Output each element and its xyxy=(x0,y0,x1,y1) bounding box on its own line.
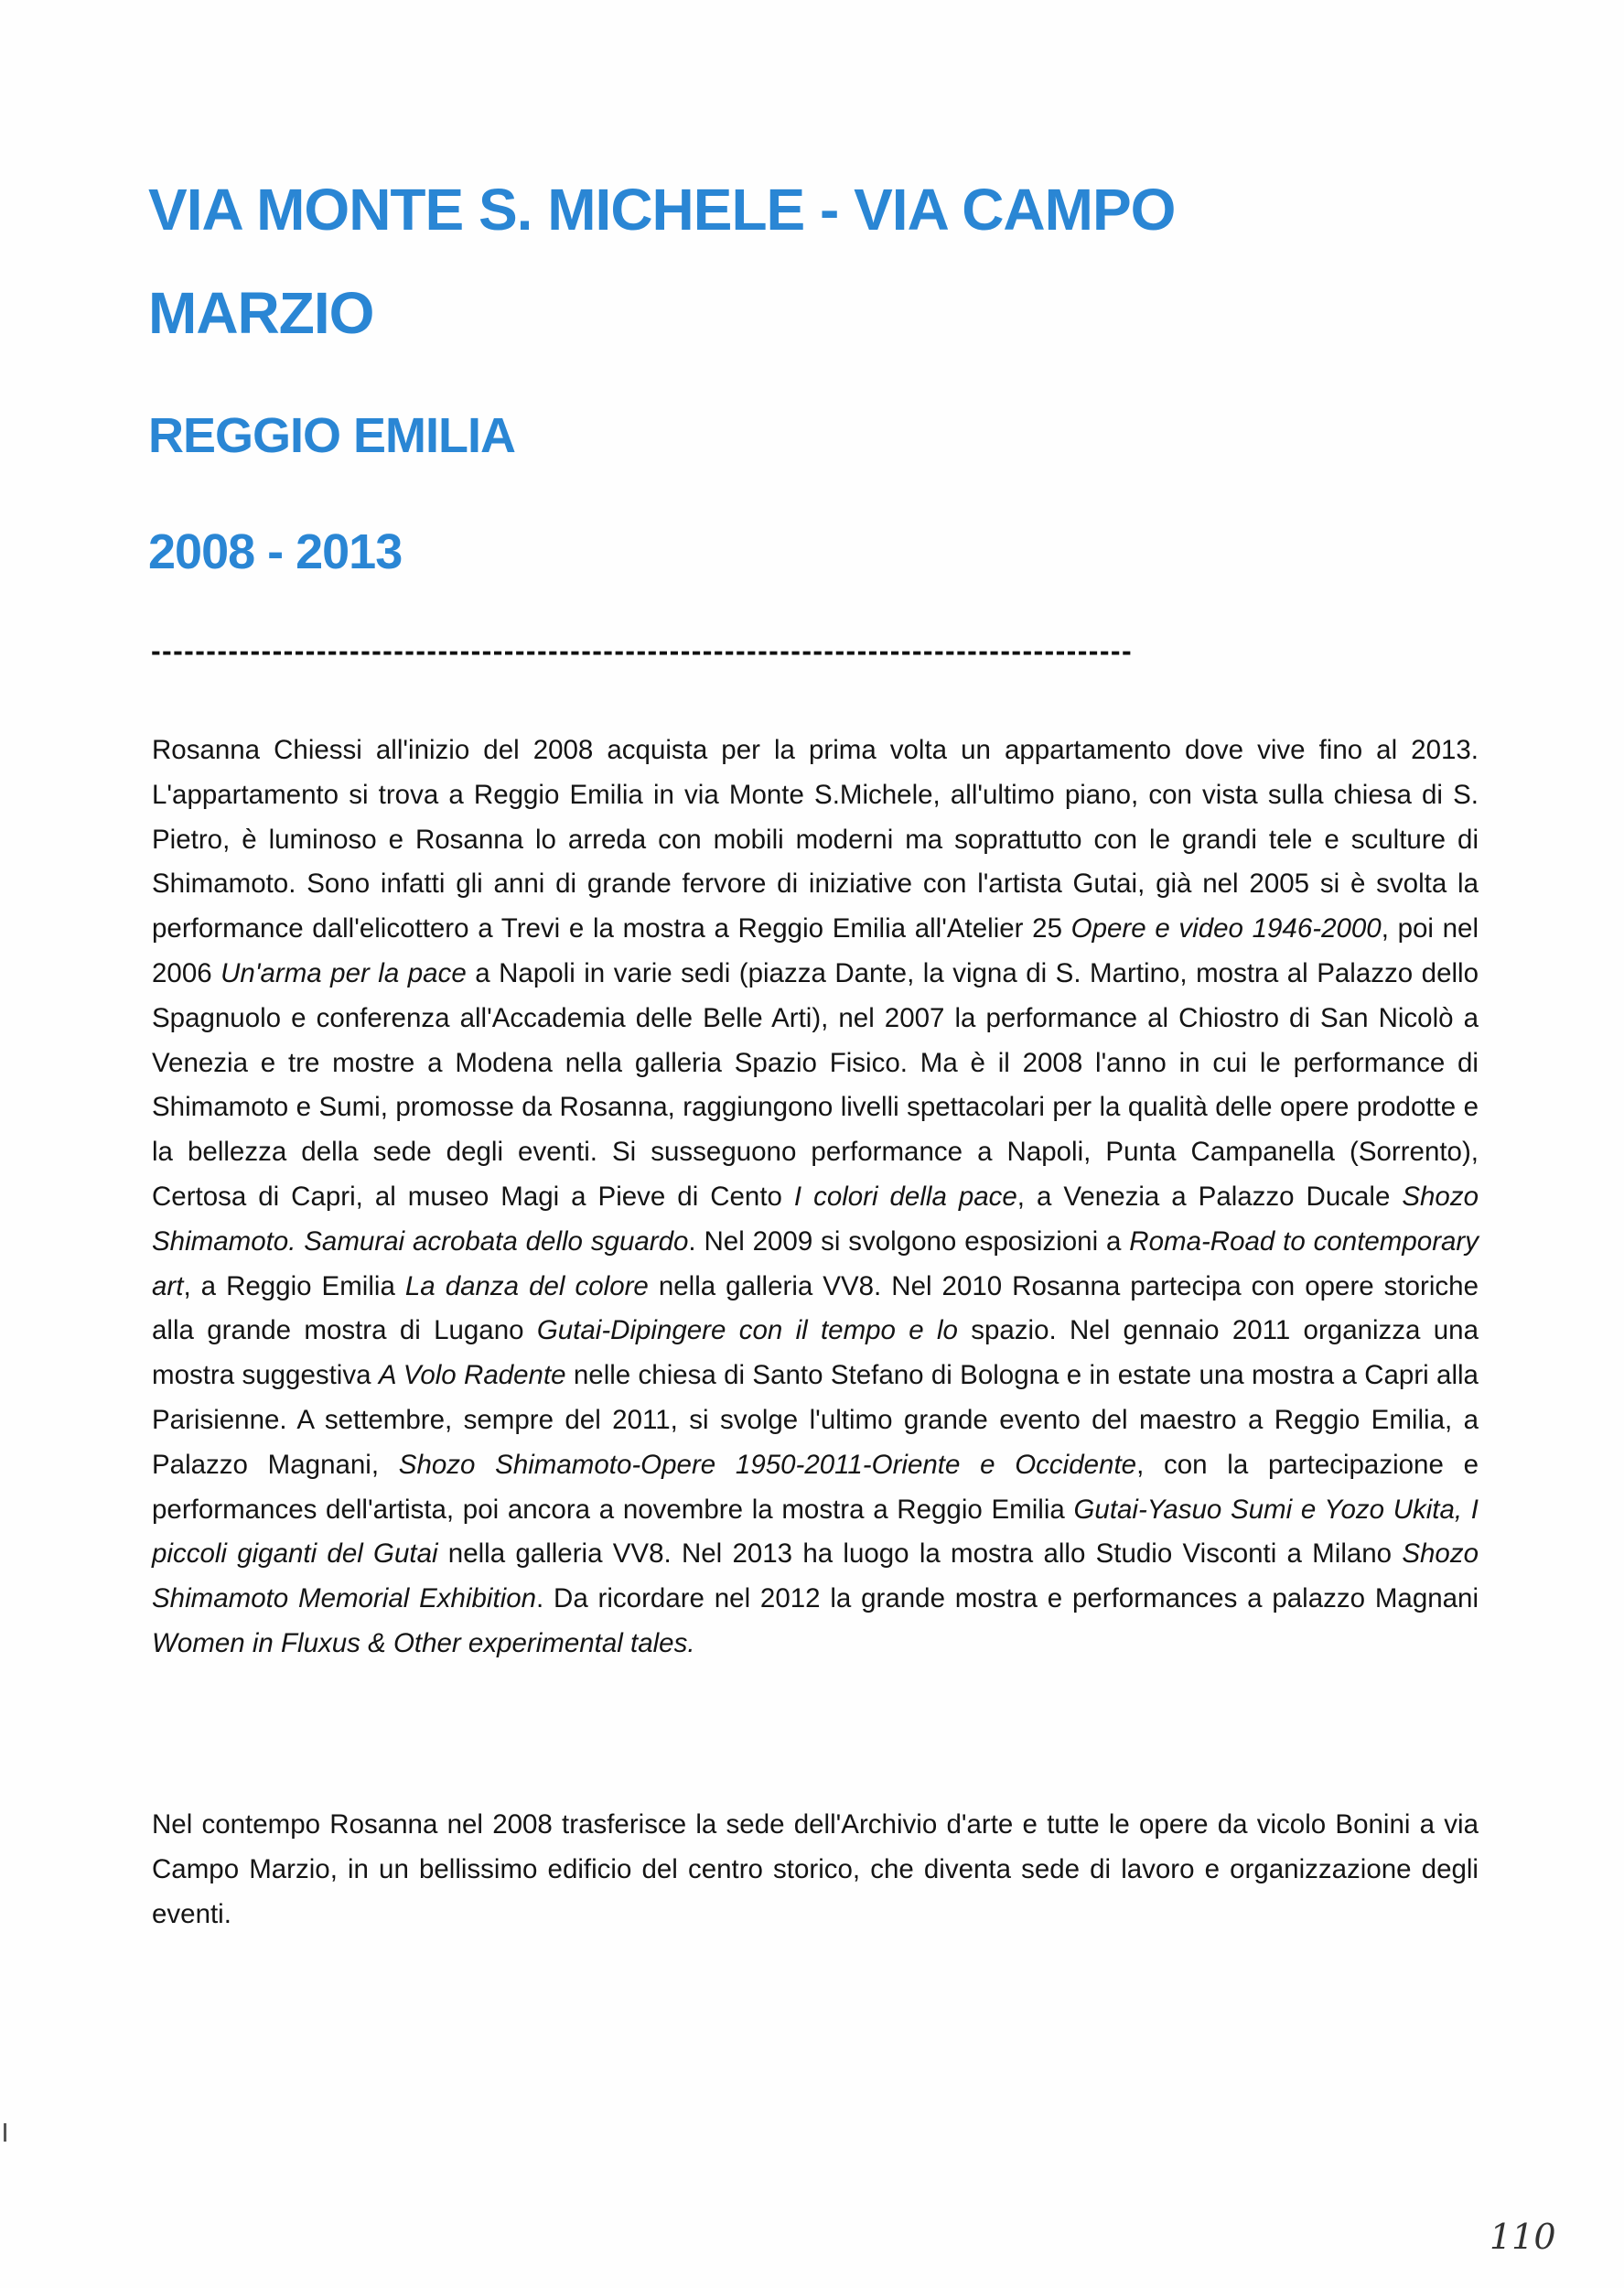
dashed-divider: ----------------------------------------------------------------------------------------- xyxy=(151,634,1134,667)
handwritten-page-number: 110 xyxy=(1490,2217,1556,2257)
body-paragraph-1 xyxy=(152,728,1479,1667)
paragraph-text: Rosanna Chiessi all'inizio del 2008 acquista per la prima volta un appartamento dove vive fino al 2013. L'appartamento si trova a Reggio Emilia in via Monte S.Michele, all'ultimo piano, con vista sulla chiesa di S. Pietro, è luminoso e Rosanna lo arreda con mobili moderni ma soprattutto con le grandi tele e sculture di Shimamoto. Sono infatti gli anni di grande fervore di iniziative con l'artista Gutai, già nel 2005 si è svolta la performance dall'elicottero a Trevi e la mostra a Reggio Emilia all'Atelier 25 xyxy=(152,735,1479,944)
paragraph-text: . Nel 2009 si svolgono esposizioni a xyxy=(688,1225,1130,1257)
work-title: Shozo Shimamoto-Opere 1950-2011-Oriente e Occidente xyxy=(398,1449,1137,1480)
work-title: I colori della pace xyxy=(793,1181,1017,1212)
paragraph-text: nella galleria VV8. Nel 2013 ha luogo la mostra allo Studio Visconti a Milano xyxy=(437,1538,1403,1570)
scan-edge-mark xyxy=(4,2123,6,2142)
years-heading: 2008 - 2013 xyxy=(148,524,403,579)
paragraph-text: nella galleria VV8. Nel 2010 Rosanna partecipa con opere storiche alla grande mostra di Lugano xyxy=(152,1270,1479,1346)
title-line-1: VIA MONTE S. MICHELE - VIA CAMPO xyxy=(148,177,1176,243)
work-title: Women in Fluxus & Other experimental tales. xyxy=(152,1627,695,1658)
paragraph-text: . Da ricordare nel 2012 la grande mostra e performances a palazzo Magnani xyxy=(536,1583,1479,1614)
work-title: Shozo Shimamoto Memorial Exhibition xyxy=(152,1538,1479,1614)
work-title: Shozo Shimamoto. Samurai acrobata dello sguardo xyxy=(152,1181,1479,1257)
work-title: Un'arma per la pace xyxy=(220,957,467,988)
city-heading: REGGIO EMILIA xyxy=(148,408,516,463)
body-paragraph-2: Nel contempo Rosanna nel 2008 trasferisce la sede dell'Archivio d'arte e tutte le opere da vicolo Bonini a via Campo Marzio, in un bellissimo edificio del centro storico, che diventa sede di lavoro e organizzazione degli eventi. xyxy=(152,1809,1479,1929)
work-title: Gutai-Yasuo Sumi e Yozo Ukita, I piccoli giganti del Gutai xyxy=(152,1494,1479,1570)
paragraph-text: , a Reggio Emilia xyxy=(183,1270,405,1301)
work-title: A Volo Radente xyxy=(378,1360,566,1391)
paragraph-text: nelle chiesa di Santo Stefano di Bologna e in estate una mostra a Capri alla Parisienne. A settembre, sempre del 2011, si svolge l'ultimo grande evento del maestro a Reggio Emilia, a Palazzo Magnani, xyxy=(152,1360,1479,1480)
work-title: Opere e video 1946-2000 xyxy=(1070,913,1382,944)
work-title: Roma-Road to contemporary art xyxy=(152,1225,1479,1301)
title-line-2: MARZIO xyxy=(148,280,374,346)
paragraph-text: , a Venezia a Palazzo Ducale xyxy=(1016,1181,1403,1212)
paragraph-text: , poi nel 2006 xyxy=(152,913,1479,988)
work-title: Gutai-Dipingere con il tempo e lo xyxy=(536,1315,958,1346)
paragraph-text: a Napoli in varie sedi (piazza Dante, la vigna di S. Martino, mostra al Palazzo dello Spagnuolo e conferenza all'Accademia delle Belle Arti), nel 2007 la performance al Chiostro di San Nicolò a Venezia e tre mostre a Modena nella galleria Spazio Fisico. Ma è il 2008 l'anno in cui le performance di Shimamoto e Sumi, promosse da Rosanna, raggiungono livelli spettacolari per la qualità delle opere prodotte e la bellezza della sede degli eventi. Si susseguono performance a Napoli, Punta Campanella (Sorrento), Certosa di Capri, al museo Magi a Pieve di Cento xyxy=(152,957,1479,1212)
paragraph-text: spazio. Nel gennaio 2011 organizza una mostra suggestiva xyxy=(152,1315,1479,1391)
work-title: La danza del colore xyxy=(404,1270,649,1301)
paragraph-text: , con la partecipazione e performances dell'artista, poi ancora a novembre la mostra a Reggio Emilia xyxy=(152,1449,1479,1525)
